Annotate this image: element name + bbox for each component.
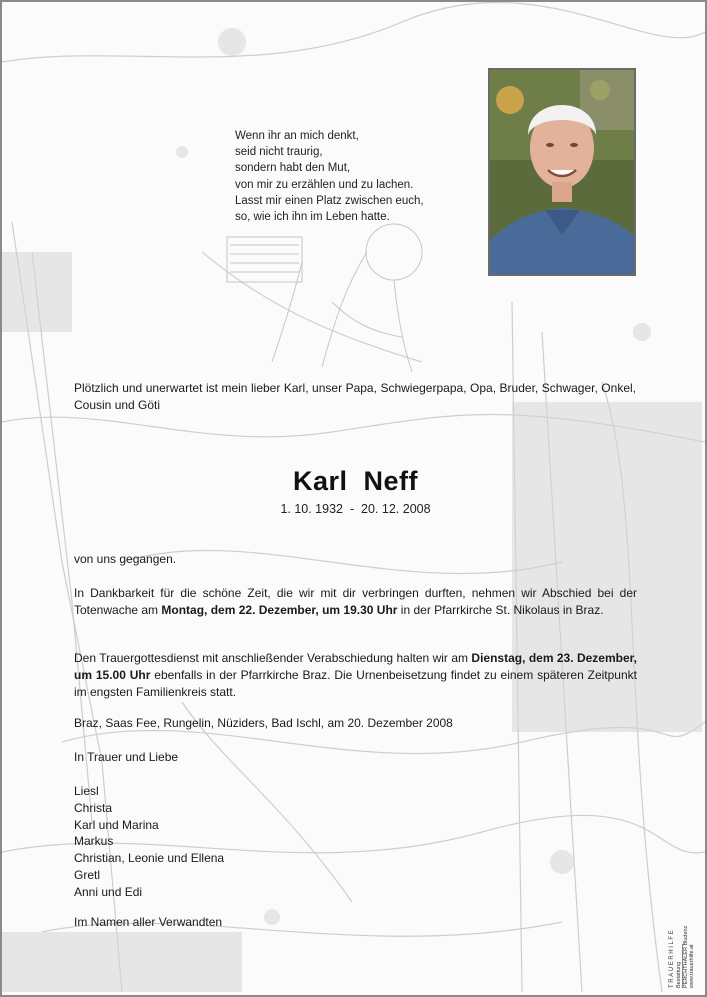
mourner: Markus — [74, 834, 114, 849]
mourners-list — [74, 783, 224, 901]
poem-line: Wenn ihr an mich denkt, — [235, 130, 359, 142]
logo-brand: TRAUERHILFE — [669, 928, 675, 988]
funeral-date: Dienstag, dem 23. Dezember, um 15.00 Uhr — [74, 651, 637, 682]
trauerhilfe-logo — [665, 872, 695, 990]
closing-line: Im Namen aller Verwandten — [74, 915, 223, 929]
poem-line: Lasst mir einen Platz zwischen euch, — [235, 194, 424, 207]
poem-line: sondern habt den Mut, — [235, 162, 351, 175]
mourner: Christian, Leonie und Ellena — [74, 851, 225, 866]
wake-text: In Dankbarkeit für die schöne Zeit, die wir mit dir verbringen durften, nehmen wir Abschied bei der Totenwache am — [74, 586, 637, 617]
funeral-details: ebenfalls in der Pfarrkirche Braz. Die Urnenbeisetzung findet zu einem späteren Zeitpunkt im engsten Familienkreis statt. — [74, 667, 637, 699]
poem-line: so, wie ich ihn im Leben hatte. — [235, 211, 390, 224]
mourner: Anni und Edi — [74, 884, 143, 899]
grief-line: In Trauer und Liebe — [74, 750, 179, 764]
passed-text: von uns gegangen. — [74, 552, 177, 566]
memorial-poem — [235, 128, 424, 225]
logo-line1: Bestattung — [676, 961, 682, 988]
poem-line: von mir zu erzählen und zu lachen. — [235, 178, 414, 191]
place-date: Braz, Saas Fee, Rungelin, Nüziders, Bad Ischl, am 20. Dezember 2008 — [74, 716, 453, 730]
intro-text: Plötzlich und unerwartet ist mein lieber Karl, unser Papa, Schwiegerpapa, Opa, Bruder, Schwager, Onkel, Cousin und Göti — [74, 381, 636, 412]
mourner: Karl und Marina — [74, 817, 159, 832]
wake-date: Montag, dem 22. Dezember, um 19.30 Uhr — [161, 602, 398, 617]
logo-line3: www.trauerhilfe.at — [689, 944, 695, 988]
poem-line: seid nicht traurig, — [235, 146, 323, 159]
wake-notice — [74, 585, 637, 619]
life-dates: 1. 10. 1932 - 20. 12. 2008 — [280, 502, 431, 516]
portrait-photo — [488, 68, 636, 276]
mourner: Christa — [74, 800, 113, 815]
wake-location: in der Pfarrkirche St. Nikolaus in Braz. — [397, 602, 604, 617]
funeral-text: Den Trauergottesdienst mit anschließender Verabschiedung halten wir am — [74, 651, 472, 665]
mourner: Liesl — [74, 784, 99, 798]
deceased-name: Karl Neff — [292, 466, 419, 496]
funeral-notice — [74, 650, 637, 700]
logo-line2: PERCHTHALER Bludenz — [683, 925, 689, 988]
mourner: Gretl — [74, 867, 101, 882]
